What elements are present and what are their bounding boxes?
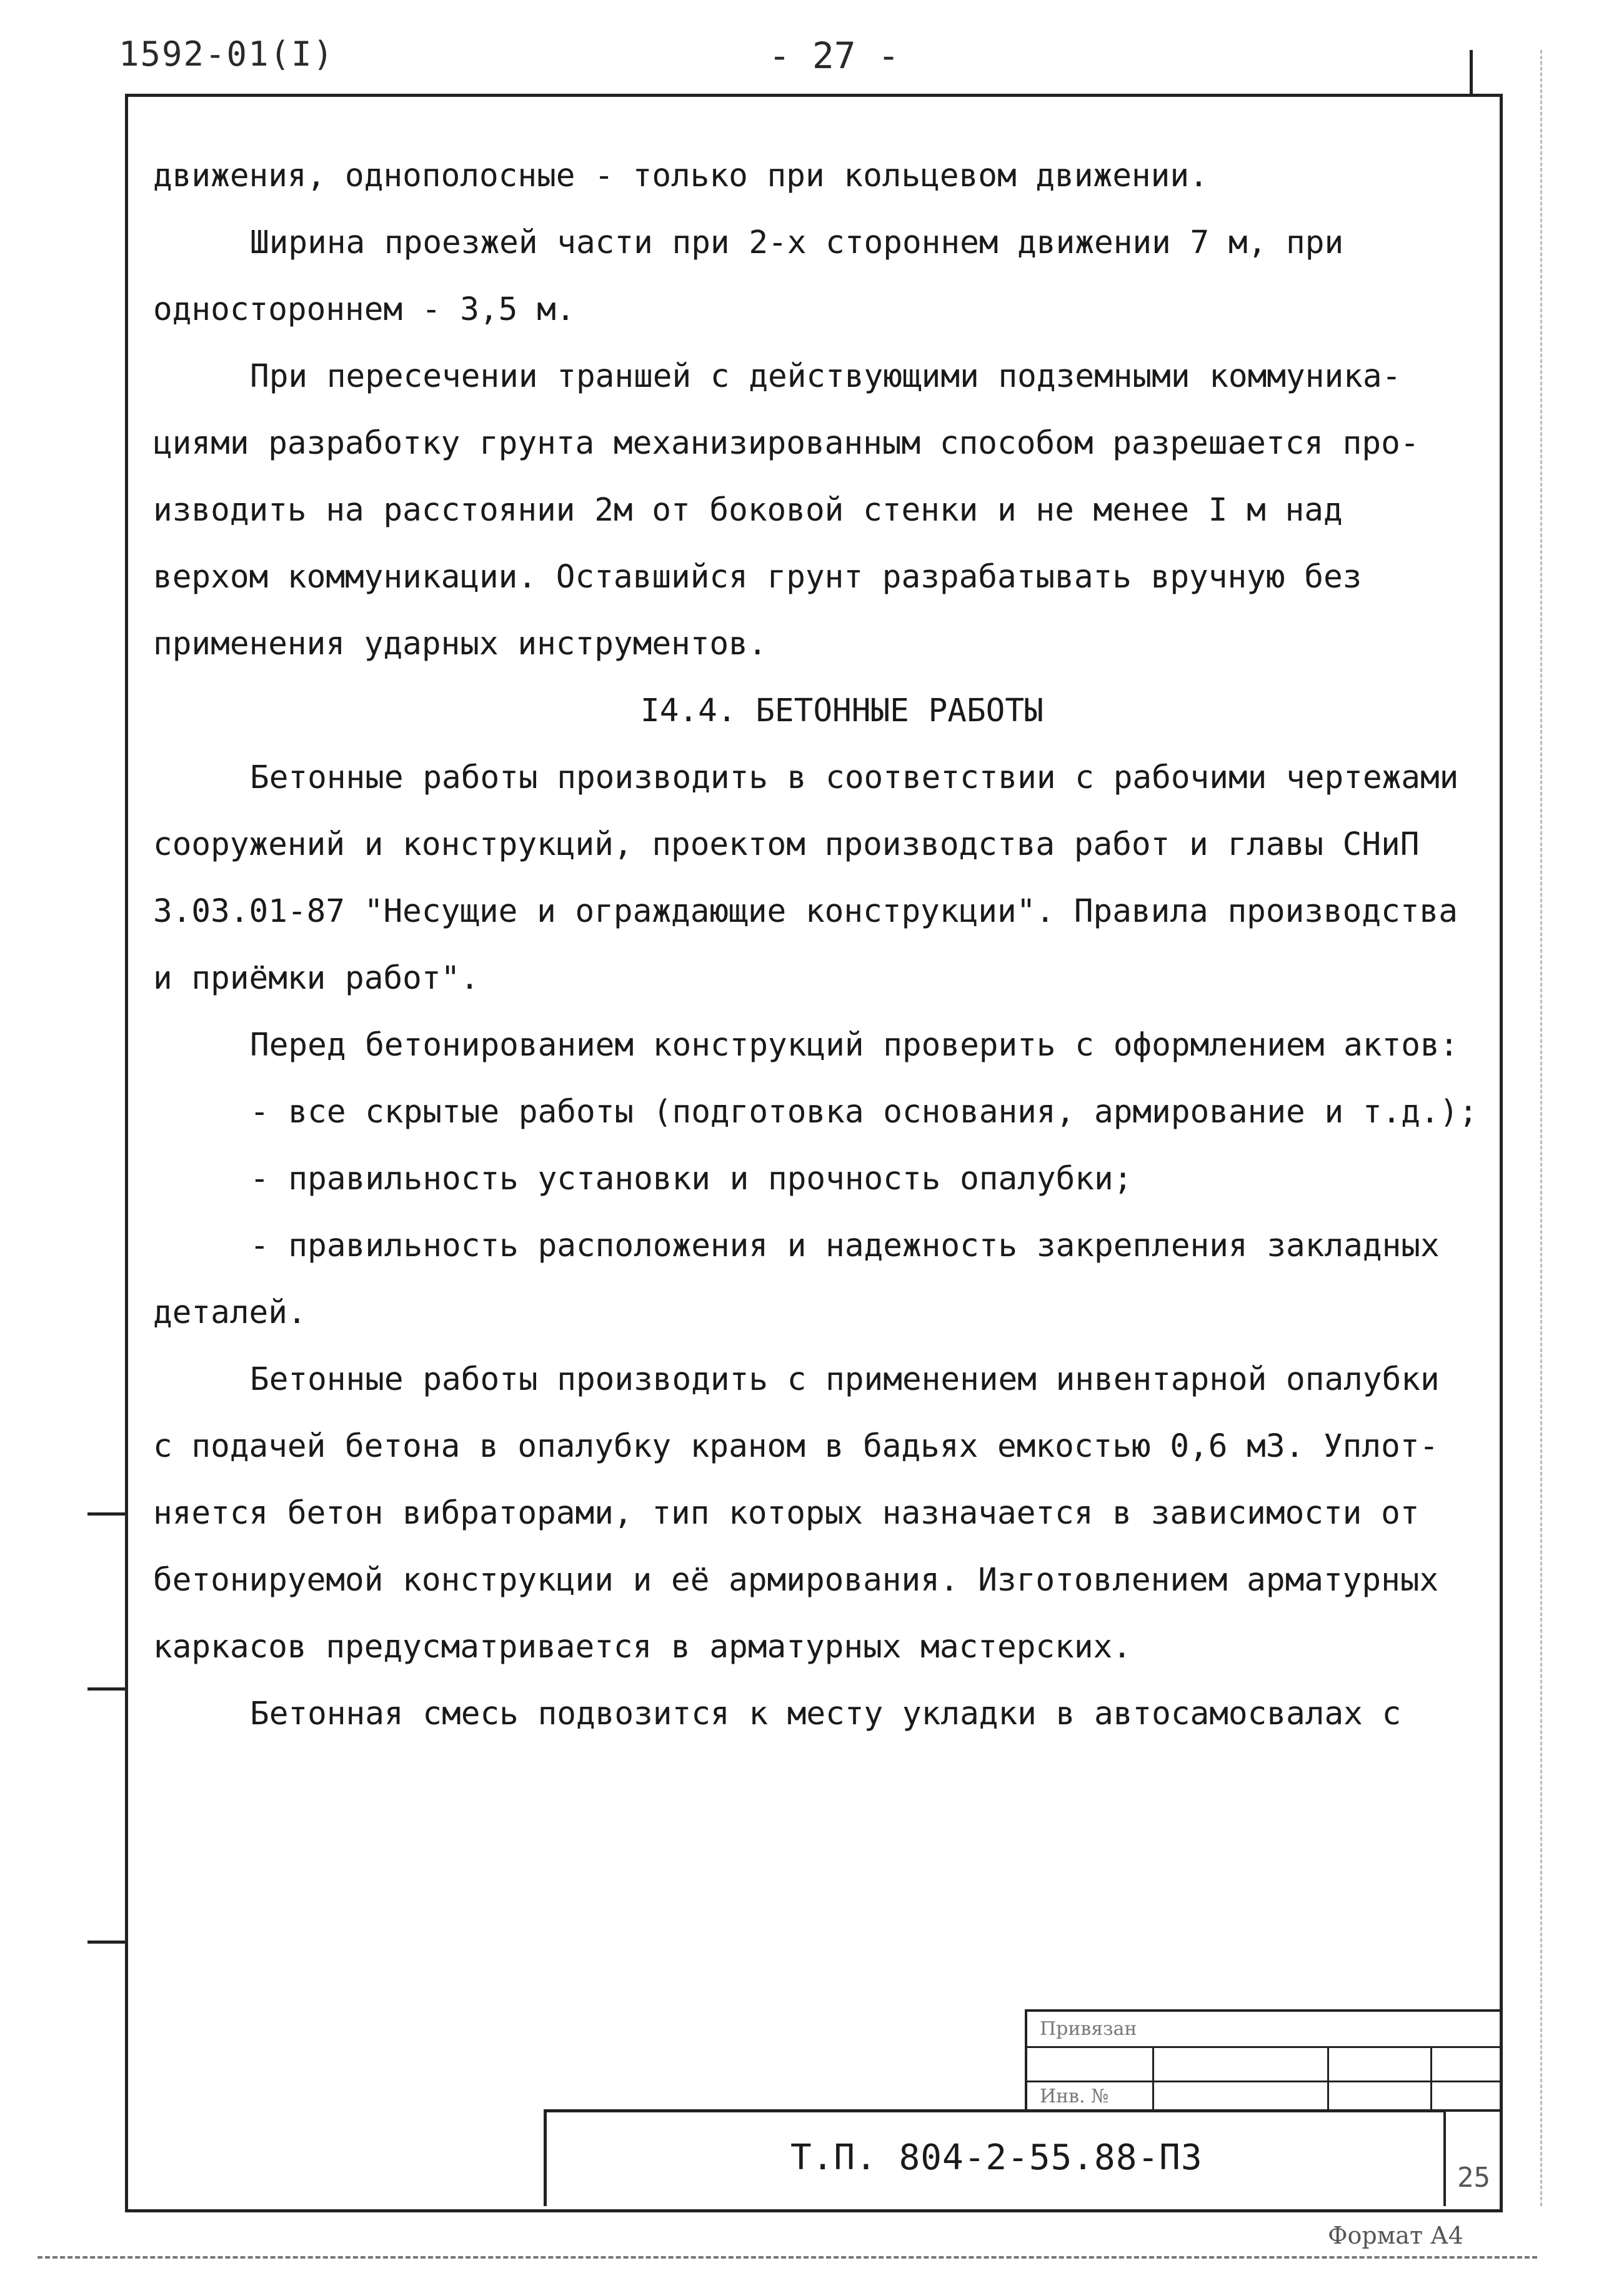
text-line: Бетонные работы производить с применением инвентарной опалубки: [250, 1361, 1440, 1398]
format-label: Формат А4: [1328, 2222, 1464, 2249]
text-line: верхом коммуникации. Оставшийся грунт разрабатывать вручную без: [153, 559, 1362, 596]
title-stamp: [544, 2009, 1500, 2206]
grid-col-line: [1430, 2046, 1432, 2112]
priv-label: Привязан: [1040, 2018, 1137, 2040]
inv-label: Инв. №: [1040, 2086, 1109, 2107]
sheet-number-cell: [1443, 2109, 1500, 2206]
text-line: сооружений и конструкций, проектом производства работ и главы СНиП: [153, 826, 1420, 863]
frame-top-tick: [1470, 50, 1473, 97]
binding-edge-line: [1540, 50, 1543, 2206]
margin-mark: [87, 1687, 126, 1691]
text-line: няется бетон вибраторами, тип которых назначается в зависимости от: [153, 1495, 1420, 1532]
text-line: каркасов предусматривается в арматурных мастерских.: [153, 1629, 1132, 1666]
text-line: циями разработку грунта механизированным способом разрешается про-: [153, 425, 1420, 462]
grid-col-line: [1152, 2046, 1154, 2112]
bottom-cut-line: [37, 2256, 1537, 2259]
list-item: - правильность расположения и надежность закрепления закладных: [250, 1227, 1440, 1264]
text-line: применения ударных инструментов.: [153, 626, 767, 662]
text-line: бетонируемой конструкции и её армирования. Изготовлением арматурных: [153, 1562, 1439, 1599]
margin-mark: [87, 1512, 126, 1516]
text-line: Бетонные работы производить в соответствии с рабочими чертежами: [250, 759, 1459, 796]
grid-col-line: [1327, 2046, 1329, 2112]
text-line: одностороннем - 3,5 м.: [153, 291, 575, 328]
text-line: Ширина проезжей части при 2-х стороннем движении 7 м, при: [250, 224, 1344, 261]
list-item: - все скрытые работы (подготовка основания, армирование и т.д.);: [250, 1094, 1478, 1131]
section-heading: I4.4. БЕТОННЫЕ РАБОТЫ: [640, 692, 1044, 729]
margin-mark: [87, 1941, 126, 1944]
text-line: с подачей бетона в опалубку краном в бадьях емкостью 0,6 м3. Уплот-: [153, 1428, 1439, 1465]
body-text: [153, 142, 1490, 1747]
text-line: Бетонная смесь подвозится к месту укладки в автосамосвалах с: [250, 1696, 1402, 1732]
text-line: Перед бетонированием конструкций проверить с оформлением актов:: [250, 1027, 1459, 1064]
text-line: изводить на расстоянии 2м от боковой стенки и не менее I м над: [153, 492, 1343, 529]
text-line: При пересечении траншей с действующими подземными коммуника-: [250, 358, 1402, 395]
sheet-code: 1592-01(I): [119, 34, 335, 74]
text-line: 3.03.01-87 "Несущие и ограждающие конструкции". Правила производства: [153, 893, 1458, 930]
list-item: - правильность установки и прочность опалубки;: [250, 1161, 1133, 1197]
document-code: Т.П. 804-2-55.88-ПЗ: [790, 2137, 1203, 2178]
sheet-number: 25: [1457, 2162, 1490, 2194]
text-line: и приёмки работ".: [153, 960, 479, 997]
text-line: деталей.: [153, 1294, 307, 1331]
title-block: [544, 2109, 1443, 2206]
text-line: движения, однополосные - только при кольцевом движении.: [153, 157, 1208, 194]
revision-grid: [1025, 2009, 1500, 2109]
page-number: - 27 -: [769, 34, 900, 77]
